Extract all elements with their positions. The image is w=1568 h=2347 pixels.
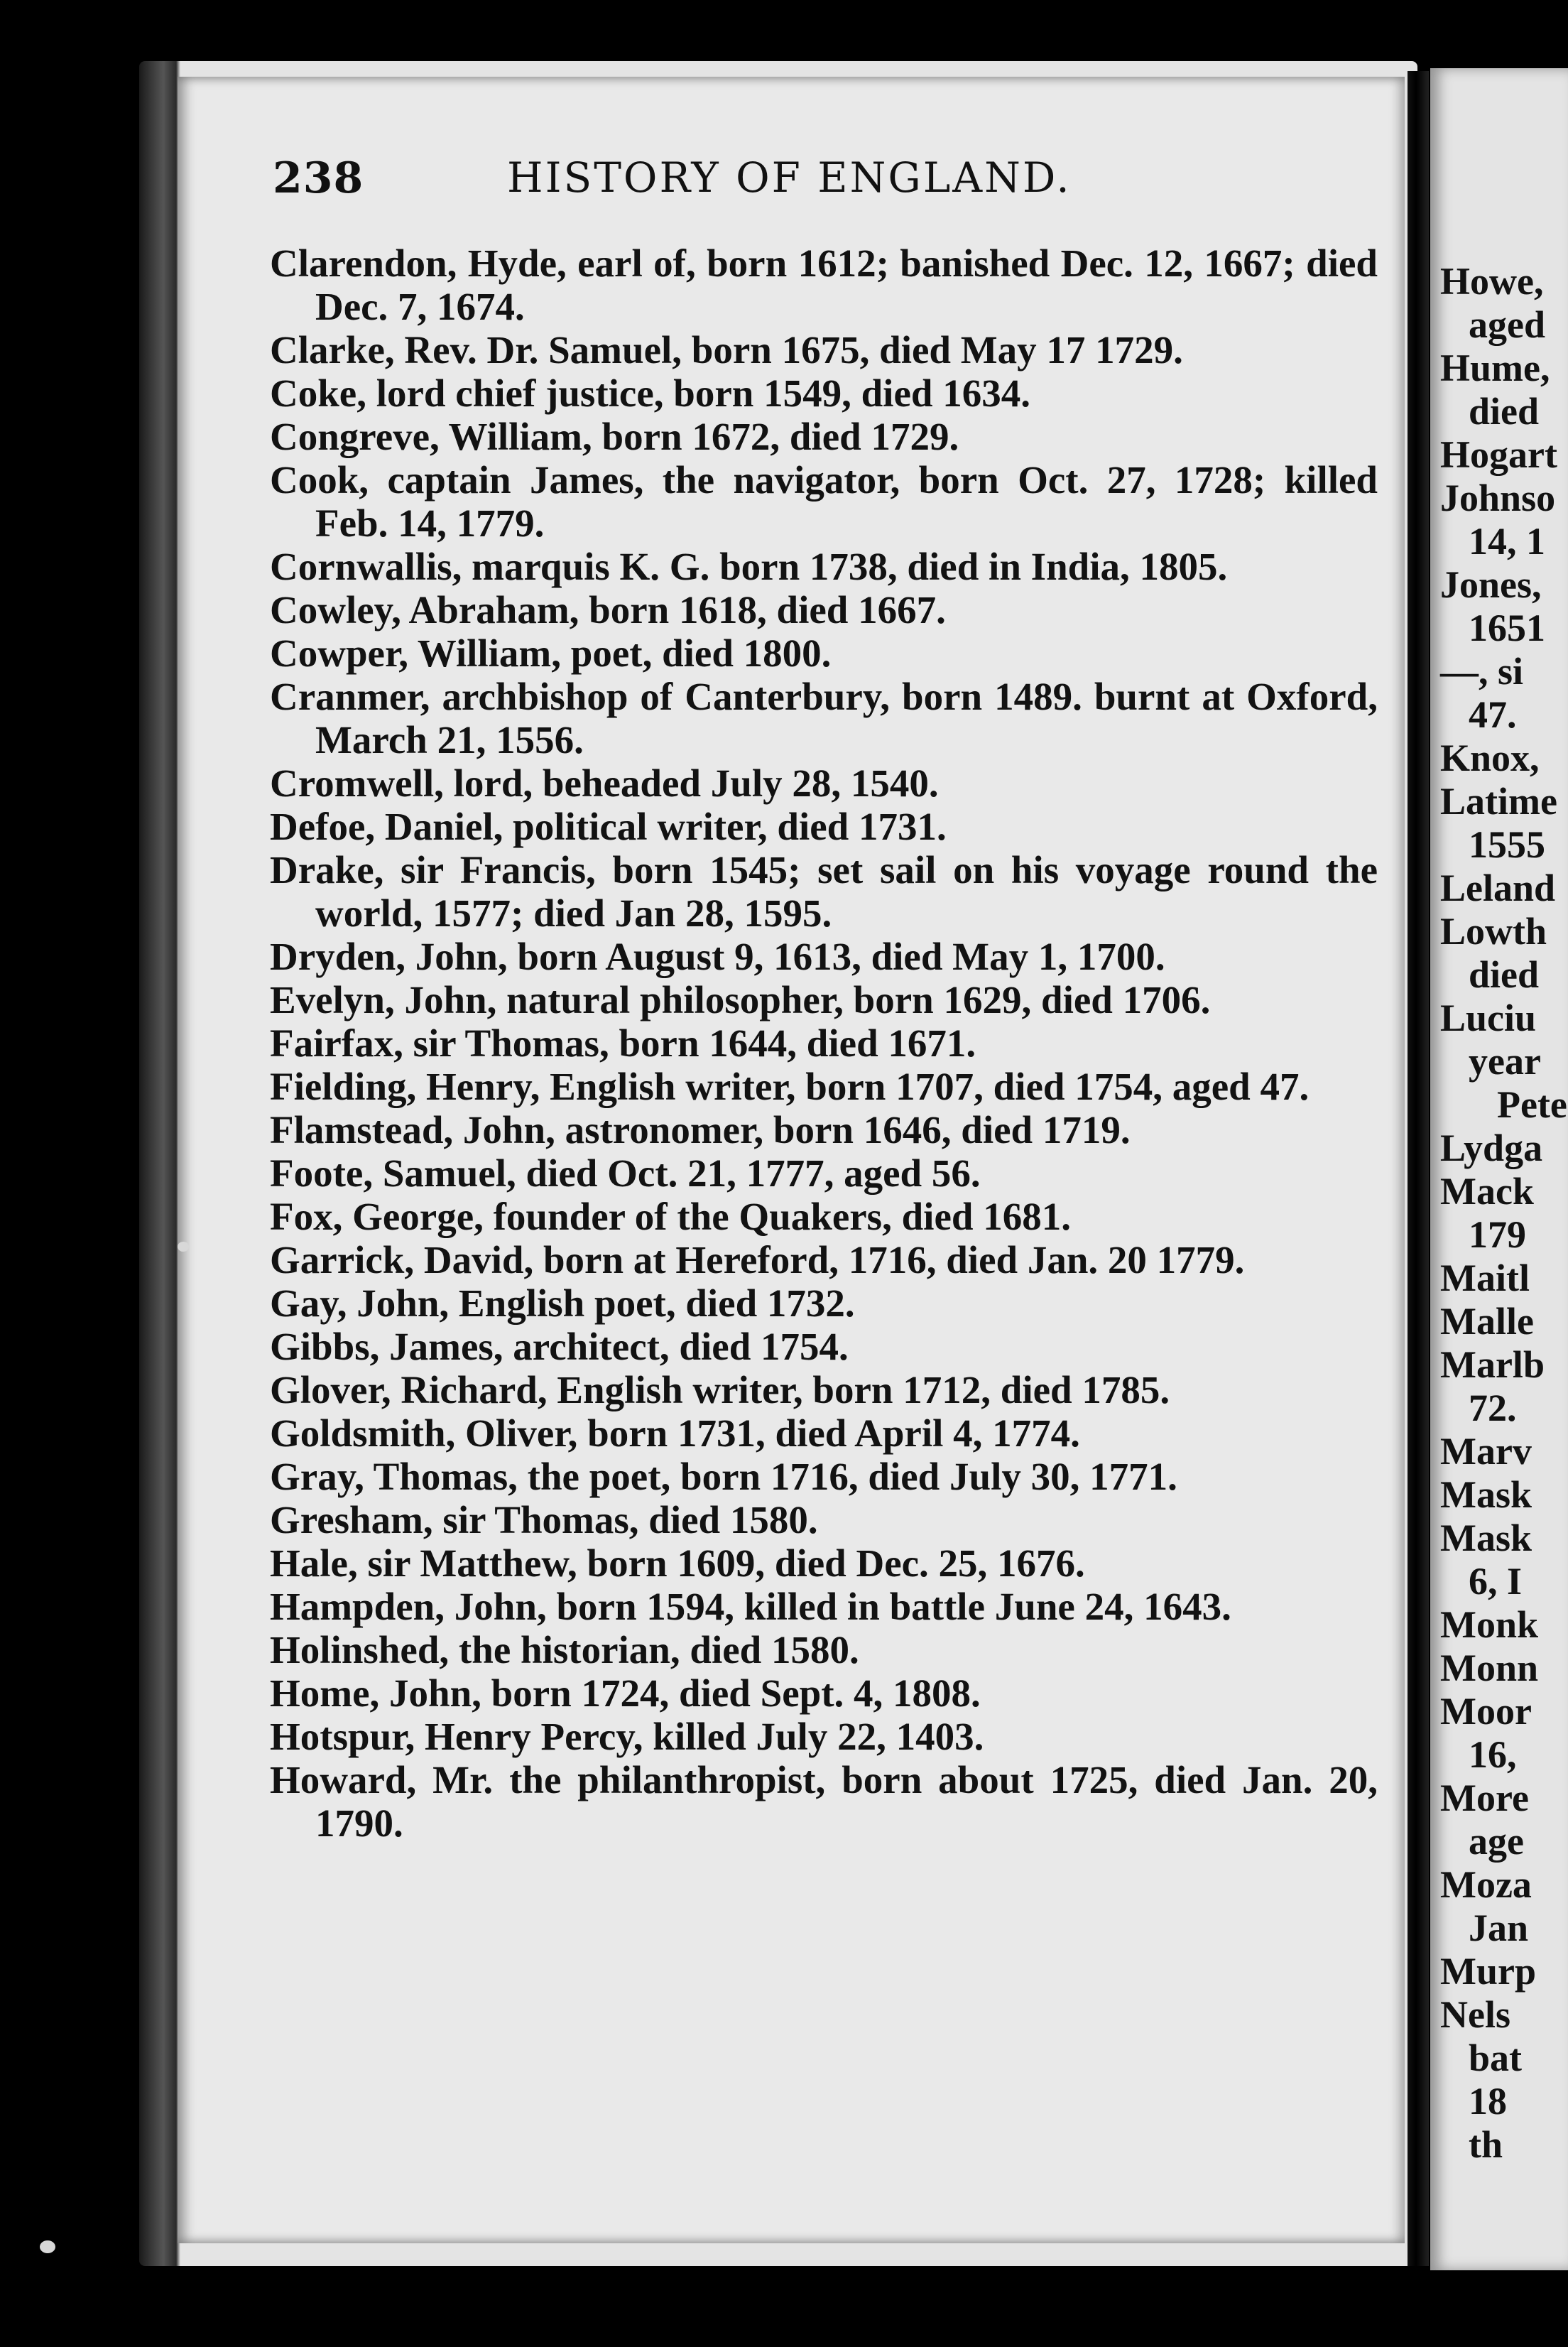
right-page-line: 14, 1 xyxy=(1469,520,1545,563)
right-page-line: Lowth xyxy=(1440,910,1547,953)
right-page-line: Jan xyxy=(1469,1907,1529,1949)
right-page-line: 16, xyxy=(1469,1733,1517,1776)
biographical-entries xyxy=(270,242,1378,1845)
entry: Holinshed, the historian, died 1580. xyxy=(270,1628,859,1671)
right-page-line: Moor xyxy=(1440,1690,1532,1733)
entry: Cromwell, lord, beheaded July 28, 1540. xyxy=(270,761,939,805)
entry: Evelyn, John, natural philosopher, born 1629, died 1706. xyxy=(270,978,1211,1021)
entry: Hotspur, Henry Percy, killed July 22, 1403. xyxy=(270,1715,984,1758)
right-page-line: Lydga xyxy=(1440,1127,1543,1169)
entry: Gresham, sir Thomas, died 1580. xyxy=(270,1498,818,1541)
entry: Cook, captain James, the navigator, born Oct. 27, 1728; killed Feb. 14, 1779. xyxy=(270,458,1378,545)
entry: Goldsmith, Oliver, born 1731, died April 4, 1774. xyxy=(270,1411,1080,1455)
right-page xyxy=(1430,68,1568,2270)
entry: Hampden, John, born 1594, killed in battle June 24, 1643. xyxy=(270,1585,1231,1628)
right-page-line: Murp xyxy=(1440,1950,1536,1993)
entry: Clarendon, Hyde, earl of, born 1612; banished Dec. 12, 1667; died Dec. 7, 1674. xyxy=(270,242,1378,328)
book-gutter xyxy=(1408,71,1429,2266)
dust-speck xyxy=(40,2240,55,2253)
right-page-line: aged xyxy=(1469,303,1545,346)
right-page-line: year xyxy=(1469,1040,1541,1083)
entry: Gay, John, English poet, died 1732. xyxy=(270,1281,855,1325)
entry: Dryden, John, born August 9, 1613, died May 1, 1700. xyxy=(270,935,1165,978)
right-page-line: Maitl xyxy=(1440,1257,1530,1299)
entry: Fairfax, sir Thomas, born 1644, died 1671. xyxy=(270,1021,976,1065)
entry: Gibbs, James, architect, died 1754. xyxy=(270,1325,849,1368)
entry: Garrick, David, born at Hereford, 1716, died Jan. 20 1779. xyxy=(270,1238,1245,1281)
running-head: HISTORY OF ENGLAND. xyxy=(507,153,1072,202)
right-page-line: died xyxy=(1469,953,1540,996)
right-page-line: Jones, xyxy=(1440,563,1542,606)
entry: Clarke, Rev. Dr. Samuel, born 1675, died May 17 1729. xyxy=(270,328,1183,372)
page-header xyxy=(273,153,1366,203)
entry: Cranmer, archbishop of Canterbury, born 1489. burnt at Oxford, March 21, 1556. xyxy=(270,675,1378,761)
right-page-line: Knox, xyxy=(1440,737,1540,779)
right-page-line: Nels xyxy=(1440,1993,1510,2036)
page-number: 238 xyxy=(273,153,364,203)
entry: Glover, Richard, English writer, born 1712, died 1785. xyxy=(270,1368,1170,1411)
right-page-line: Hume, xyxy=(1440,347,1550,389)
right-page-line: 72. xyxy=(1469,1387,1517,1429)
right-page-line: Malle xyxy=(1440,1300,1534,1343)
right-page-line: Marv xyxy=(1440,1430,1532,1473)
right-page-line: 1651 xyxy=(1469,607,1545,649)
entry: Fox, George, founder of the Quakers, died 1681. xyxy=(270,1195,1071,1238)
right-page-fragments xyxy=(1440,260,1568,2167)
entry: Drake, sir Francis, born 1545; set sail on his voyage round the world, 1577; died Jan 28, 1595. xyxy=(270,848,1378,935)
entry: Congreve, William, born 1672, died 1729. xyxy=(270,415,959,458)
entry: Home, John, born 1724, died Sept. 4, 1808. xyxy=(270,1671,981,1715)
entry: Howard, Mr. the philanthropist, born about 1725, died Jan. 20, 1790. xyxy=(270,1758,1378,1845)
dust-speck xyxy=(178,1242,189,1252)
right-page-line: Monn xyxy=(1440,1647,1539,1689)
entry: Flamstead, John, astronomer, born 1646, died 1719. xyxy=(270,1108,1131,1151)
right-page-line: 1555 xyxy=(1469,823,1545,866)
entry: Hale, sir Matthew, born 1609, died Dec. 25, 1676. xyxy=(270,1541,1085,1585)
right-page-line: th xyxy=(1469,2123,1503,2166)
right-page-line: Moza xyxy=(1440,1863,1532,1906)
right-page-line: Mask xyxy=(1440,1517,1532,1559)
entry: Cowper, William, poet, died 1800. xyxy=(270,632,832,675)
entry: Cornwallis, marquis K. G. born 1738, died in India, 1805. xyxy=(270,545,1228,588)
right-page-line: bat xyxy=(1469,2037,1523,2079)
right-page-line: Pete xyxy=(1497,1083,1567,1126)
entry: Cowley, Abraham, born 1618, died 1667. xyxy=(270,588,946,632)
entry: Gray, Thomas, the poet, born 1716, died July 30, 1771. xyxy=(270,1455,1177,1498)
entry: Foote, Samuel, died Oct. 21, 1777, aged 56. xyxy=(270,1151,981,1195)
right-page-line: Latime xyxy=(1440,780,1557,823)
entry: Fielding, Henry, English writer, born 1707, died 1754, aged 47. xyxy=(270,1065,1310,1108)
right-page-line: Luciu xyxy=(1440,997,1537,1039)
right-page-line: —, si xyxy=(1440,650,1524,693)
right-page-line: 47. xyxy=(1469,693,1517,736)
right-page-line: died xyxy=(1469,390,1540,433)
right-page-line: More xyxy=(1440,1777,1529,1819)
right-page-line: 6, I xyxy=(1469,1560,1523,1603)
right-page-line: Mack xyxy=(1440,1170,1534,1213)
right-page-line: 179 xyxy=(1469,1213,1526,1256)
right-page-line: Mask xyxy=(1440,1473,1532,1516)
right-page-line: age xyxy=(1469,1820,1524,1863)
right-page-line: Johnso xyxy=(1440,477,1556,519)
right-page-line: Hogart xyxy=(1440,433,1557,476)
right-page-line: 18 xyxy=(1469,2080,1507,2123)
entry: Defoe, Daniel, political writer, died 1731. xyxy=(270,805,947,848)
right-page-line: Monk xyxy=(1440,1603,1539,1646)
right-page-line: Leland xyxy=(1440,867,1556,909)
right-page-line: Howe, xyxy=(1440,260,1544,303)
right-page-line: Marlb xyxy=(1440,1343,1545,1386)
entry: Coke, lord chief justice, born 1549, died 1634. xyxy=(270,372,1030,415)
